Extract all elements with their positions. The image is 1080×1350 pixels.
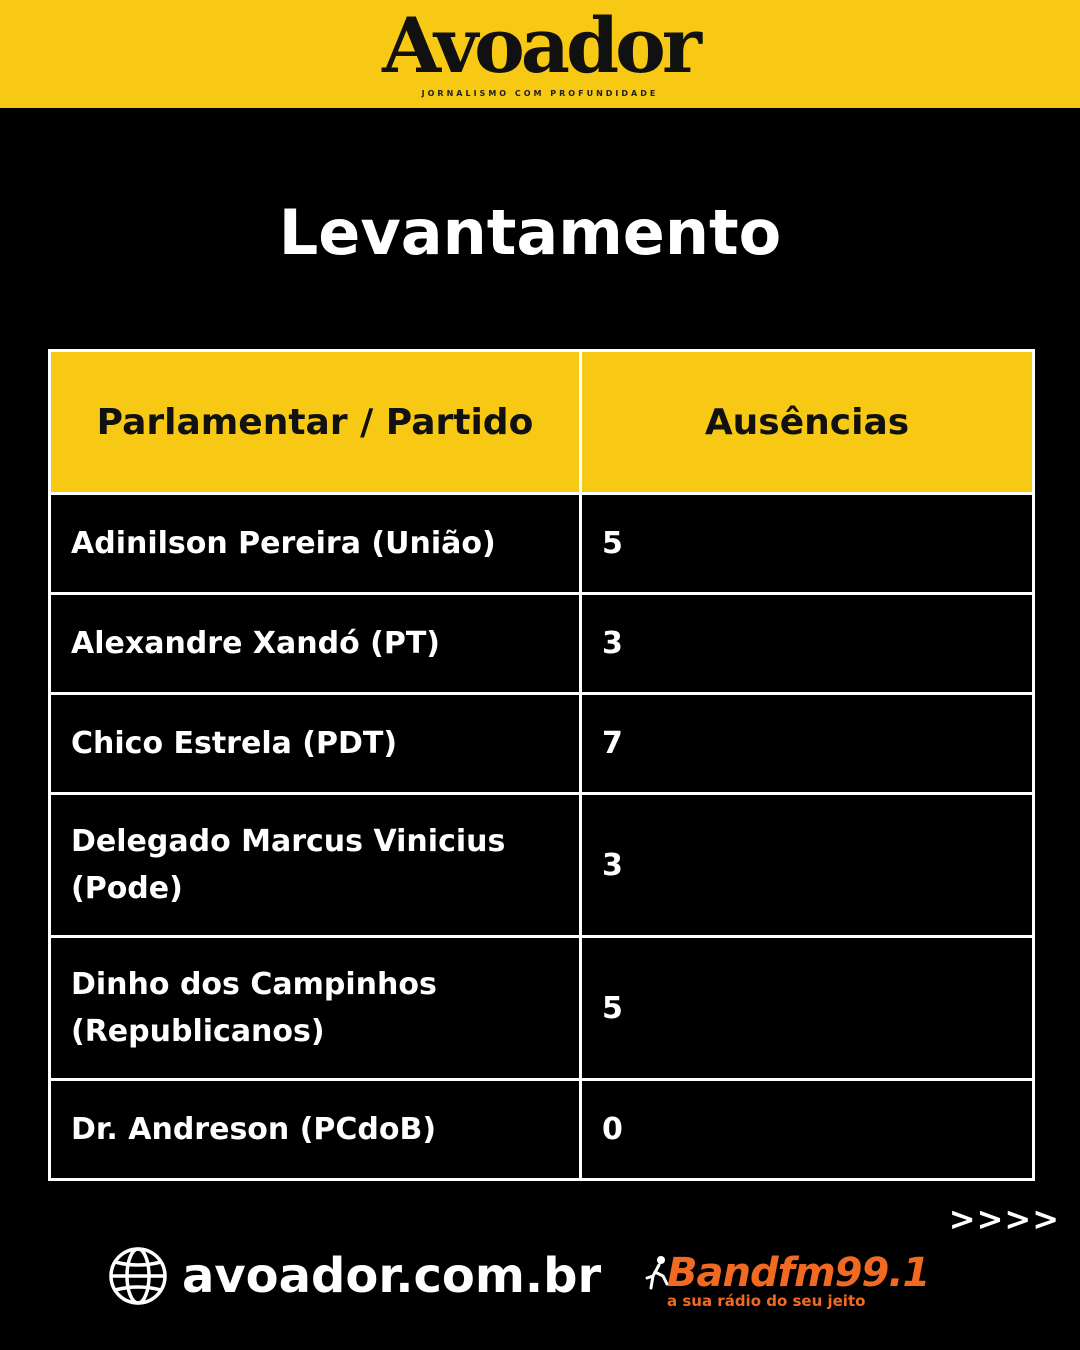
cell-name: Chico Estrela (PDT) <box>50 694 581 794</box>
cell-absences: 5 <box>581 937 1034 1080</box>
table-row <box>50 494 1034 594</box>
cell-absences: 7 <box>581 694 1034 794</box>
radio-slogan: a sua rádio do seu jeito <box>667 1292 866 1310</box>
globe-icon <box>108 1246 168 1306</box>
absences-table <box>48 349 1035 1181</box>
cell-absences: 5 <box>581 494 1034 594</box>
cell-name: Dr. Andreson (PCdoB) <box>50 1080 581 1180</box>
cell-absences: 0 <box>581 1080 1034 1180</box>
column-header-parlamentar: Parlamentar / Partido <box>50 351 581 494</box>
site-url: avoador.com.br <box>182 1248 602 1304</box>
cell-absences: 3 <box>581 794 1034 937</box>
radio-name: Bandfm99.1 <box>667 1250 930 1296</box>
footer-site-link <box>108 1240 601 1312</box>
next-slide-indicator: >>>> <box>948 1200 1060 1238</box>
brand-tagline: JORNALISMO COM PROFUNDIDADE <box>421 89 659 98</box>
cell-name: Dinho dos Campinhos (Republicanos) <box>50 937 581 1080</box>
table-row <box>50 694 1034 794</box>
cell-name: Delegado Marcus Vinicius (Pode) <box>50 794 581 937</box>
cell-absences: 3 <box>581 594 1034 694</box>
column-header-ausencias: Ausências <box>581 351 1034 494</box>
table-row <box>50 794 1034 937</box>
radio-logo <box>645 1250 995 1314</box>
brand-logo: Avoador <box>382 1 698 90</box>
table-header-row <box>50 351 1034 494</box>
table-row <box>50 594 1034 694</box>
header-bar <box>0 0 1080 108</box>
page-title: Levantamento <box>278 196 782 269</box>
table-row <box>50 937 1034 1080</box>
table-row <box>50 1080 1034 1180</box>
cell-name: Alexandre Xandó (PT) <box>50 594 581 694</box>
cell-name: Adinilson Pereira (União) <box>50 494 581 594</box>
